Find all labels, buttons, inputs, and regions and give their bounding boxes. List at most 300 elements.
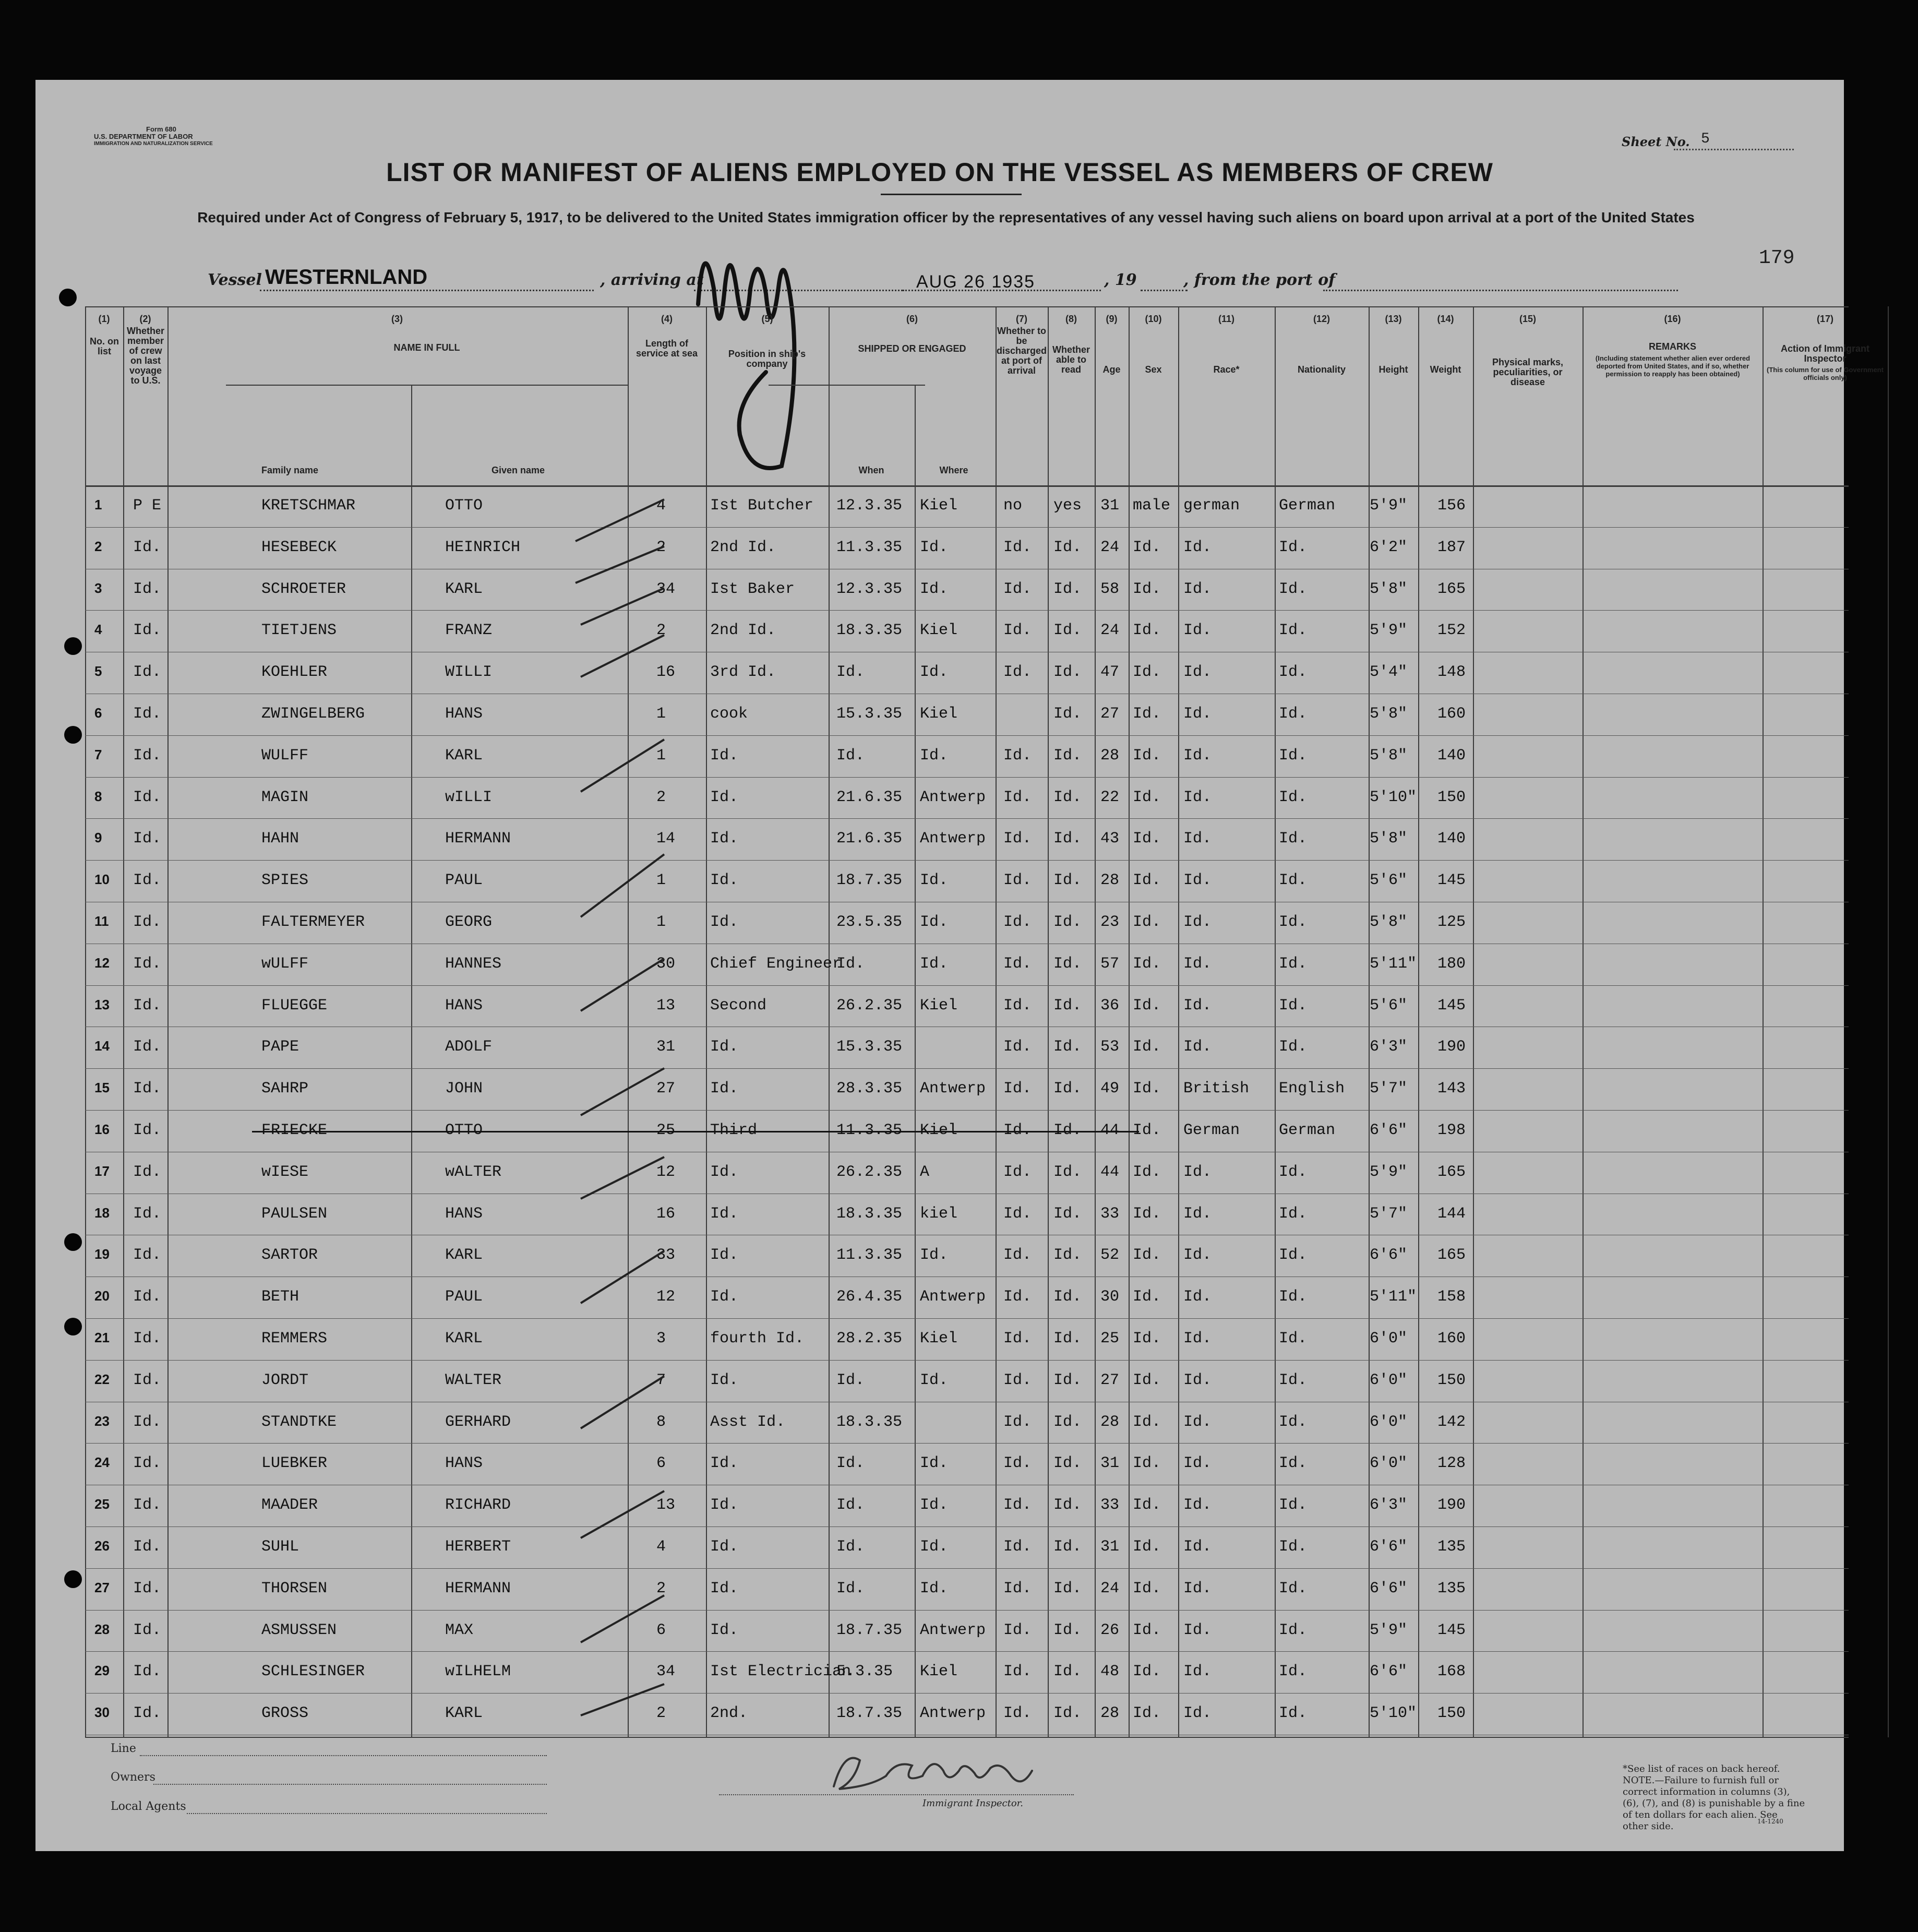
cell-age: 31: [1100, 1454, 1120, 1473]
cell-family: JORDT: [261, 1371, 309, 1389]
cell-position: Id.: [710, 913, 739, 931]
header-weight: Weight: [1430, 364, 1461, 375]
cell-age: 52: [1100, 1246, 1120, 1265]
cell-family: FLUEGGE: [261, 996, 328, 1015]
cell-read: Id.: [1053, 1080, 1082, 1098]
year-label: , 19: [1104, 271, 1137, 289]
cell-given: KARL: [445, 1330, 483, 1347]
cell-age: 47: [1100, 663, 1120, 682]
cell-when: 11.3.35: [836, 1122, 903, 1139]
cell-weight: 198: [1437, 1122, 1466, 1139]
cell-nationality: Id.: [1279, 580, 1308, 598]
cell-read: Id.: [1053, 1288, 1082, 1306]
cell-nationality: German: [1279, 1122, 1336, 1139]
cell-discharged: Id.: [1003, 580, 1032, 598]
vessel-label: Vessel: [208, 271, 262, 289]
cell-when: 26.2.35: [836, 996, 903, 1015]
cell-where: Kiel: [920, 705, 958, 723]
cell-weight: 150: [1437, 788, 1466, 806]
cell-when: 23.5.35: [836, 913, 903, 931]
service-length-tick-marks: [555, 489, 722, 1731]
cell-no: 20: [94, 1288, 110, 1304]
cell-length: 3: [656, 1330, 666, 1347]
cell-read: Id.: [1053, 913, 1082, 931]
cell-discharged: Id.: [1003, 1413, 1032, 1431]
cell-position: Id.: [710, 1621, 739, 1639]
cell-family: BETH: [261, 1288, 299, 1306]
cell-height: 5'9": [1370, 622, 1408, 640]
cell-length: 30: [656, 955, 676, 973]
cell-when: 18.7.35: [836, 1621, 903, 1639]
cell-race: Id.: [1183, 1330, 1212, 1347]
cell-where: Kiel: [920, 1663, 958, 1681]
cell-weight: 145: [1437, 996, 1466, 1015]
cell-age: 27: [1100, 1371, 1120, 1389]
binding-hole-3: [64, 726, 82, 744]
cell-position: Id.: [710, 1204, 739, 1223]
cell-weight: 165: [1437, 1246, 1466, 1265]
cell-length: 6: [656, 1621, 666, 1639]
cell-read: Id.: [1053, 580, 1082, 598]
cell-crew: Id.: [133, 1579, 162, 1597]
local-agents-field: [187, 1813, 547, 1814]
cell-read: Id.: [1053, 1330, 1082, 1347]
cell-when: 5.3.35: [836, 1663, 893, 1681]
cell-crew: Id.: [133, 872, 162, 890]
header-physical-marks: Physical marks, peculiarities, or disease: [1492, 357, 1564, 387]
cell-no: 13: [94, 996, 110, 1012]
cell-race: Id.: [1183, 955, 1212, 973]
cell-sex: Id.: [1133, 538, 1161, 556]
header-able-to-read: Whether able to read: [1052, 344, 1090, 375]
cell-age: 48: [1100, 1663, 1120, 1681]
cell-age: 36: [1100, 996, 1120, 1015]
cell-when: 18.3.35: [836, 622, 903, 640]
cell-length: 25: [656, 1122, 676, 1139]
col-number-14: (14): [1437, 314, 1454, 324]
cell-race: Id.: [1183, 1163, 1212, 1181]
cell-sex: Id.: [1133, 1663, 1161, 1681]
cell-no: 25: [94, 1496, 110, 1512]
cell-position: Second: [710, 996, 767, 1015]
cell-age: 26: [1100, 1621, 1120, 1639]
cell-discharged: Id.: [1003, 663, 1032, 682]
cell-when: Id.: [836, 1454, 865, 1473]
cell-age: 44: [1100, 1122, 1120, 1139]
row-rule: [85, 610, 1849, 611]
cell-family: MAGIN: [261, 788, 309, 806]
cell-given: FRANZ: [445, 622, 493, 640]
cell-race: Id.: [1183, 1204, 1212, 1223]
cell-family: MAADER: [261, 1496, 318, 1514]
cell-sex: Id.: [1133, 1413, 1161, 1431]
column-divider: [1275, 306, 1276, 1737]
cell-family: SCHLESINGER: [261, 1663, 365, 1681]
cell-discharged: Id.: [1003, 830, 1032, 848]
cell-crew: Id.: [133, 580, 162, 598]
cell-where: Kiel: [920, 996, 958, 1015]
sheet-number-label: Sheet No.: [1622, 134, 1690, 149]
cell-when: 11.3.35: [836, 538, 903, 556]
cell-no: 4: [94, 622, 102, 638]
cell-position: Id.: [710, 1579, 739, 1597]
row-rule: [85, 777, 1849, 778]
cell-position: 2nd.: [710, 1704, 748, 1723]
col-number-11: (11): [1218, 314, 1235, 324]
cell-race: Id.: [1183, 538, 1212, 556]
cell-given: HERMANN: [445, 830, 511, 848]
cell-read: Id.: [1053, 1122, 1082, 1139]
cell-nationality: Id.: [1279, 538, 1308, 556]
row-rule: [85, 1651, 1849, 1652]
cell-when: 26.2.35: [836, 1163, 903, 1181]
cell-discharged: Id.: [1003, 1371, 1032, 1389]
cell-given: JOHN: [445, 1080, 483, 1098]
col-number-16: (16): [1664, 314, 1681, 324]
cell-when: 21.6.35: [836, 788, 903, 806]
cell-height: 5'9": [1370, 1163, 1408, 1181]
cell-discharged: Id.: [1003, 1330, 1032, 1347]
cell-position: Id.: [710, 1288, 739, 1306]
column-divider: [1418, 306, 1419, 1737]
manifest-sheet: [35, 80, 1884, 1851]
cell-discharged: Id.: [1003, 913, 1032, 931]
cell-race: Id.: [1183, 788, 1212, 806]
cell-race: Id.: [1183, 1496, 1212, 1514]
cell-family: HAHN: [261, 830, 299, 848]
binding-hole-4: [64, 1233, 82, 1251]
inspector-signature-line: [719, 1794, 1074, 1795]
cell-given: HERMANN: [445, 1579, 511, 1597]
cell-crew: P E: [133, 497, 162, 515]
cell-position: Id.: [710, 746, 739, 765]
arriving-label: , arriving at: [600, 271, 704, 289]
cell-no: 10: [94, 872, 110, 888]
cell-weight: 150: [1437, 1704, 1466, 1723]
cell-length: 7: [656, 1371, 666, 1389]
cell-nationality: Id.: [1279, 1330, 1308, 1347]
cell-weight: 144: [1437, 1204, 1466, 1223]
cell-where: Kiel: [920, 497, 958, 515]
cell-family: SCHROETER: [261, 580, 346, 598]
cell-race: Id.: [1183, 1663, 1212, 1681]
cell-race: Id.: [1183, 1371, 1212, 1389]
cell-no: 24: [94, 1454, 110, 1471]
cell-when: 15.3.35: [836, 705, 903, 723]
cell-position: Id.: [710, 1371, 739, 1389]
cell-height: 6'6": [1370, 1663, 1408, 1681]
cell-height: 6'0": [1370, 1454, 1408, 1473]
cell-read: Id.: [1053, 1163, 1082, 1181]
header-remarks-note: (Including statement whether alien ever ordered deported from United States, and if so, whether permission to reapply has been obtained): [1595, 354, 1751, 378]
header-when: When: [858, 465, 884, 475]
cell-no: 19: [94, 1246, 110, 1262]
cell-discharged: Id.: [1003, 1122, 1032, 1139]
cell-age: 24: [1100, 1579, 1120, 1597]
cell-read: Id.: [1053, 705, 1082, 723]
cell-race: Id.: [1183, 830, 1212, 848]
cell-no: 30: [94, 1704, 110, 1721]
cell-nationality: English: [1279, 1080, 1345, 1098]
cell-race: german: [1183, 497, 1240, 515]
cell-position: Id.: [710, 1496, 739, 1514]
cell-nationality: Id.: [1279, 996, 1308, 1015]
cell-given: OTTO: [445, 1122, 483, 1139]
header-shipped-engaged: SHIPPED OR ENGAGED: [858, 343, 966, 354]
cell-family: THORSEN: [261, 1579, 328, 1597]
cell-discharged: Id.: [1003, 1579, 1032, 1597]
cell-crew: Id.: [133, 538, 162, 556]
cell-family: PAULSEN: [261, 1204, 328, 1223]
page-subtitle: Required under Act of Congress of February 5, 1917, to be delivered to the United States immigration officer by the representatives of any vessel having such aliens on board upon arrival at a port of the United States: [197, 209, 1695, 225]
cell-given: HANS: [445, 1204, 483, 1223]
header-where: Where: [939, 465, 968, 475]
table-bottom-border: [85, 1737, 1849, 1738]
row-rule: [85, 860, 1849, 861]
cell-weight: 150: [1437, 1371, 1466, 1389]
cell-crew: Id.: [133, 955, 162, 973]
cell-family: SAHRP: [261, 1080, 309, 1098]
cell-position: 2nd Id.: [710, 538, 776, 556]
col-number-10: (10): [1145, 314, 1162, 324]
cell-when: Id.: [836, 955, 865, 973]
cell-given: KARL: [445, 1704, 483, 1723]
year-field-line: [1141, 290, 1188, 291]
cell-discharged: Id.: [1003, 1704, 1032, 1723]
cell-sex: Id.: [1133, 996, 1161, 1015]
cell-race: Id.: [1183, 913, 1212, 931]
cell-weight: 190: [1437, 1496, 1466, 1514]
cell-no: 6: [94, 705, 102, 721]
cell-sex: Id.: [1133, 1538, 1161, 1556]
cell-race: Id.: [1183, 580, 1212, 598]
cell-family: REMMERS: [261, 1330, 328, 1347]
cell-where: Id.: [920, 955, 949, 973]
cell-weight: 152: [1437, 622, 1466, 640]
column-divider: [1048, 306, 1049, 1737]
cell-age: 24: [1100, 538, 1120, 556]
column-divider: [915, 385, 916, 1737]
cell-length: 2: [656, 1579, 666, 1597]
cell-length: 2: [656, 622, 666, 640]
cell-position: Id.: [710, 1538, 739, 1556]
cell-when: Id.: [836, 746, 865, 765]
cell-height: 5'8": [1370, 705, 1408, 723]
cell-weight: 135: [1437, 1579, 1466, 1597]
cell-age: 57: [1100, 955, 1120, 973]
cell-length: 1: [656, 705, 666, 723]
row-rule: [85, 1443, 1849, 1444]
cell-family: GROSS: [261, 1704, 309, 1723]
cell-discharged: Id.: [1003, 1038, 1032, 1056]
cell-where: Id.: [920, 1496, 949, 1514]
cell-nationality: Id.: [1279, 1371, 1308, 1389]
cell-nationality: German: [1279, 497, 1336, 515]
cell-read: Id.: [1053, 1038, 1082, 1056]
cell-height: 5'8": [1370, 913, 1408, 931]
cell-no: 11: [94, 913, 109, 929]
cell-position: Ist Electrician: [710, 1663, 852, 1681]
cell-read: Id.: [1053, 1621, 1082, 1639]
cell-no: 23: [94, 1413, 110, 1429]
cell-when: 12.3.35: [836, 497, 903, 515]
header-position: Position in ship's company: [728, 349, 806, 369]
cell-age: 25: [1100, 1330, 1120, 1347]
header-nationality: Nationality: [1297, 364, 1346, 375]
cell-no: 16: [94, 1122, 110, 1137]
cell-height: 5'8": [1370, 746, 1408, 765]
cell-where: Id.: [920, 580, 949, 598]
cell-weight: 135: [1437, 1538, 1466, 1556]
cell-given: HANS: [445, 1454, 483, 1473]
cell-weight: 140: [1437, 830, 1466, 848]
cell-race: Id.: [1183, 1038, 1212, 1056]
row-rule: [85, 527, 1849, 528]
cell-crew: Id.: [133, 788, 162, 806]
cell-crew: Id.: [133, 1330, 162, 1347]
header-race: Race*: [1213, 364, 1240, 375]
cell-race: British: [1183, 1080, 1250, 1098]
cell-where: Id.: [920, 1371, 949, 1389]
cell-height: 6'3": [1370, 1038, 1408, 1056]
cell-where: Antwerp: [920, 1704, 986, 1723]
col-number-12: (12): [1313, 314, 1330, 324]
cell-nationality: Id.: [1279, 1704, 1308, 1723]
cell-discharged: Id.: [1003, 1538, 1032, 1556]
cell-weight: 140: [1437, 746, 1466, 765]
cell-crew: Id.: [133, 1246, 162, 1265]
row-rule: [85, 735, 1849, 736]
cell-read: Id.: [1053, 1496, 1082, 1514]
cell-nationality: Id.: [1279, 1579, 1308, 1597]
cell-length: 1: [656, 746, 666, 765]
from-port-label: , from the port of: [1183, 271, 1336, 289]
cell-age: 44: [1100, 1163, 1120, 1181]
row-rule: [85, 1693, 1849, 1694]
cell-when: 26.4.35: [836, 1288, 903, 1306]
cell-family: STANDTKE: [261, 1413, 337, 1431]
cell-read: Id.: [1053, 538, 1082, 556]
cell-discharged: Id.: [1003, 1454, 1032, 1473]
binding-hole-1: [59, 289, 77, 306]
row-rule: [85, 1110, 1849, 1111]
cell-nationality: Id.: [1279, 955, 1308, 973]
cell-length: 2: [656, 1704, 666, 1723]
form-code: 14-1240: [1757, 1818, 1783, 1825]
cell-when: 28.3.35: [836, 1080, 903, 1098]
cell-length: 6: [656, 1454, 666, 1473]
header-discharged: Whether to be discharged at port of arrival: [997, 326, 1047, 376]
department-name: U.S. DEPARTMENT OF LABOR: [94, 133, 193, 140]
cell-position: fourth Id.: [710, 1330, 805, 1347]
cell-age: 28: [1100, 872, 1120, 890]
cell-given: HERBERT: [445, 1538, 511, 1556]
cell-discharged: Id.: [1003, 1163, 1032, 1181]
cell-nationality: Id.: [1279, 1288, 1308, 1306]
cell-age: 28: [1100, 746, 1120, 765]
column-divider: [1129, 306, 1130, 1737]
cell-read: yes: [1053, 497, 1082, 515]
cell-read: Id.: [1053, 1579, 1082, 1597]
cell-where: A: [920, 1163, 930, 1181]
column-divider: [1369, 306, 1370, 1737]
column-divider: [1763, 306, 1764, 1737]
cell-crew: Id.: [133, 1288, 162, 1306]
cell-read: Id.: [1053, 788, 1082, 806]
cell-sex: male: [1133, 497, 1171, 515]
cell-sex: Id.: [1133, 622, 1161, 640]
cell-position: Id.: [710, 1038, 739, 1056]
cell-length: 27: [656, 1080, 676, 1098]
cell-length: 8: [656, 1413, 666, 1431]
cell-length: 13: [656, 996, 676, 1015]
cell-when: 11.3.35: [836, 1246, 903, 1265]
cell-family: FRIECKE: [261, 1122, 328, 1139]
col-number-7: (7): [1016, 314, 1027, 324]
cell-age: 58: [1100, 580, 1120, 598]
row-rule: [85, 985, 1849, 986]
cell-age: 30: [1100, 1288, 1120, 1306]
cell-crew: Id.: [133, 622, 162, 640]
cell-crew: Id.: [133, 1163, 162, 1181]
cell-weight: 180: [1437, 955, 1466, 973]
row-rule: [85, 1526, 1849, 1527]
row-rule: [85, 1610, 1849, 1611]
sheet-number-value: 5: [1701, 131, 1710, 147]
column-divider: [1888, 306, 1889, 1737]
cell-race: Id.: [1183, 705, 1212, 723]
cell-height: 5'8": [1370, 580, 1408, 598]
binding-hole-2: [64, 637, 82, 655]
cell-no: 14: [94, 1038, 110, 1054]
cell-length: 14: [656, 830, 676, 848]
cell-family: ASMUSSEN: [261, 1621, 337, 1639]
cell-position: Id.: [710, 1246, 739, 1265]
cell-sex: Id.: [1133, 1038, 1161, 1056]
col-number-5: (5): [761, 314, 773, 324]
cell-length: 16: [656, 663, 676, 682]
cell-position: Id.: [710, 1080, 739, 1098]
cell-given: HANNES: [445, 955, 502, 973]
cell-when: 18.7.35: [836, 872, 903, 890]
cell-sex: Id.: [1133, 788, 1161, 806]
cell-race: Id.: [1183, 872, 1212, 890]
cell-sex: Id.: [1133, 913, 1161, 931]
col-number-15: (15): [1519, 314, 1536, 324]
cell-age: 53: [1100, 1038, 1120, 1056]
cell-nationality: Id.: [1279, 788, 1308, 806]
cell-weight: 158: [1437, 1288, 1466, 1306]
owners-field: [153, 1784, 547, 1785]
header-sex: Sex: [1145, 364, 1162, 375]
reference-number: 179: [1759, 247, 1795, 269]
arrival-date-stamp: AUG 26 1935: [916, 272, 1036, 292]
cell-length: 1: [656, 913, 666, 931]
cell-discharged: Id.: [1003, 1663, 1032, 1681]
row-rule: [85, 1318, 1849, 1319]
cell-sex: Id.: [1133, 1454, 1161, 1473]
cell-discharged: Id.: [1003, 538, 1032, 556]
cell-read: Id.: [1053, 996, 1082, 1015]
cell-height: 6'6": [1370, 1579, 1408, 1597]
cell-sex: Id.: [1133, 872, 1161, 890]
column-divider: [411, 385, 412, 1737]
cell-no: 9: [94, 830, 102, 846]
cell-where: kiel: [920, 1204, 958, 1223]
cell-position: Id.: [710, 872, 739, 890]
cell-height: 5'9": [1370, 1621, 1408, 1639]
cell-when: Id.: [836, 1371, 865, 1389]
